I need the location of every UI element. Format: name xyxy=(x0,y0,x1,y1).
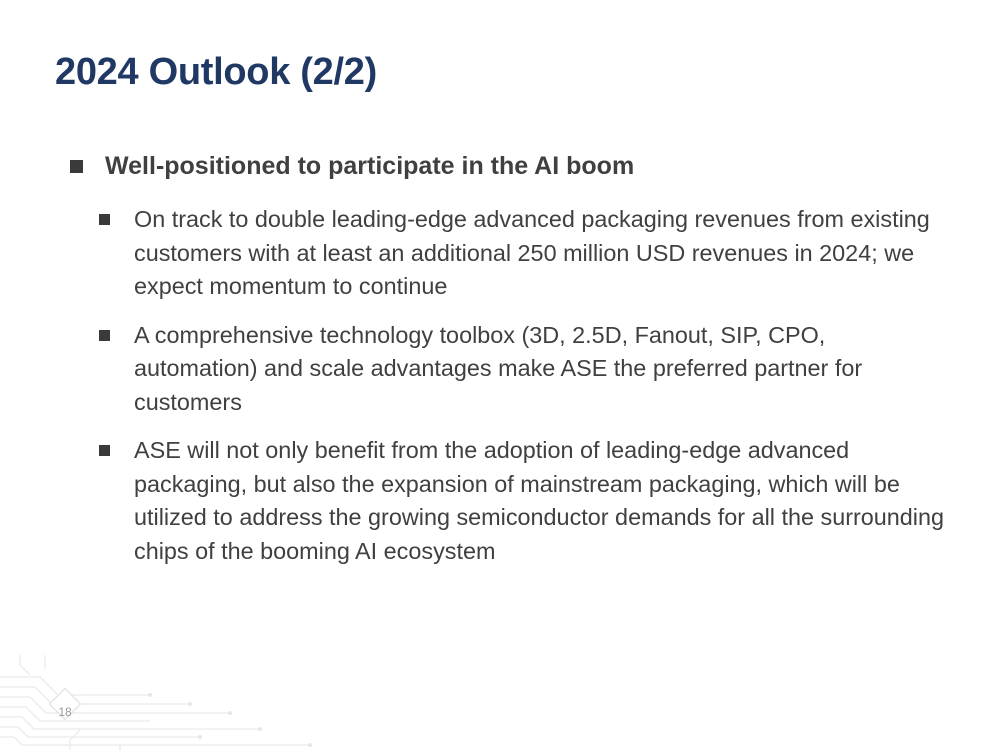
sub-bullet-text: A comprehensive technology toolbox (3D, 2.5D, Fanout, SIP, CPO, automation) and scale advantages make ASE the preferred partner for customers xyxy=(134,321,863,415)
sub-bullet-text: ASE will not only benefit from the adoption of leading-edge advanced packaging, but also the expansion of mainstream packaging, which will be utilized to address the growing semiconductor demands for all the surrounding chips of the booming AI ecosystem xyxy=(134,437,945,564)
sub-bullet-item xyxy=(99,319,959,420)
sub-bullet-item xyxy=(99,434,959,568)
slide-title: 2024 Outlook (2/2) xyxy=(55,51,377,93)
sub-bullet-item xyxy=(99,203,959,304)
square-bullet-icon xyxy=(99,445,110,456)
page-number: 18 xyxy=(58,705,72,719)
square-bullet-icon xyxy=(70,160,83,173)
square-bullet-icon xyxy=(99,214,110,225)
main-bullet-text: Well-positioned to participate in the AI boom xyxy=(105,152,635,180)
main-bullet xyxy=(70,150,950,183)
sub-bullet-text: On track to double leading-edge advanced packaging revenues from existing customers with at least an additional 250 million USD revenues in 2024; we expect momentum to continue xyxy=(134,206,930,299)
square-bullet-icon xyxy=(99,330,110,341)
sub-bullet-list xyxy=(99,203,959,583)
